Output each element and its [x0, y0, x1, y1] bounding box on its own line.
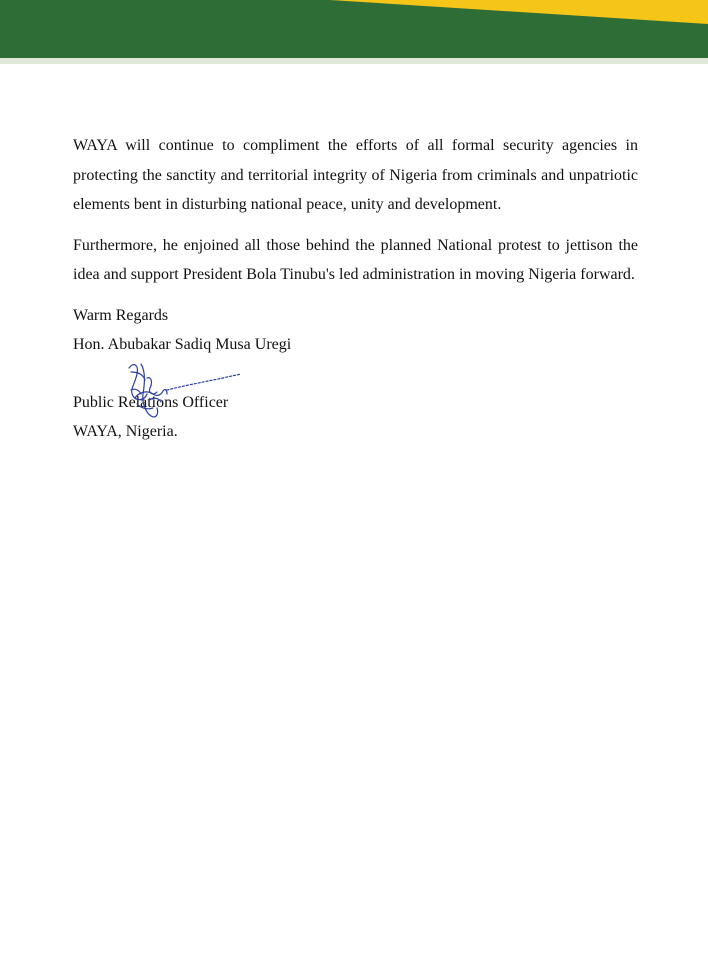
salutation: Warm Regards	[73, 306, 169, 324]
signature-space	[73, 360, 638, 388]
header-bottom-line	[0, 58, 708, 64]
paragraph-security: WAYA will continue to compliment the efforts of all formal security agencies in protecting the sanctity and territorial integrity of Nigeria from criminals and unpatriotic elements bent in disturbing national peace, unity and development.	[73, 137, 638, 213]
header-graphic	[0, 0, 708, 66]
paragraph-protest: Furthermore, he enjoined all those behind the planned National protest to jettison the idea and support President Bola Tinubu's led administration in moving Nigeria forward.	[73, 236, 638, 283]
closing-block	[73, 301, 638, 447]
signer-organization: WAYA, Nigeria.	[73, 423, 178, 440]
signer-name: Hon. Abubakar Sadiq Musa Uregi	[73, 336, 292, 353]
header-band	[0, 0, 708, 66]
letter-body	[73, 131, 638, 447]
signer-title: Public Relations Officer	[73, 393, 229, 411]
